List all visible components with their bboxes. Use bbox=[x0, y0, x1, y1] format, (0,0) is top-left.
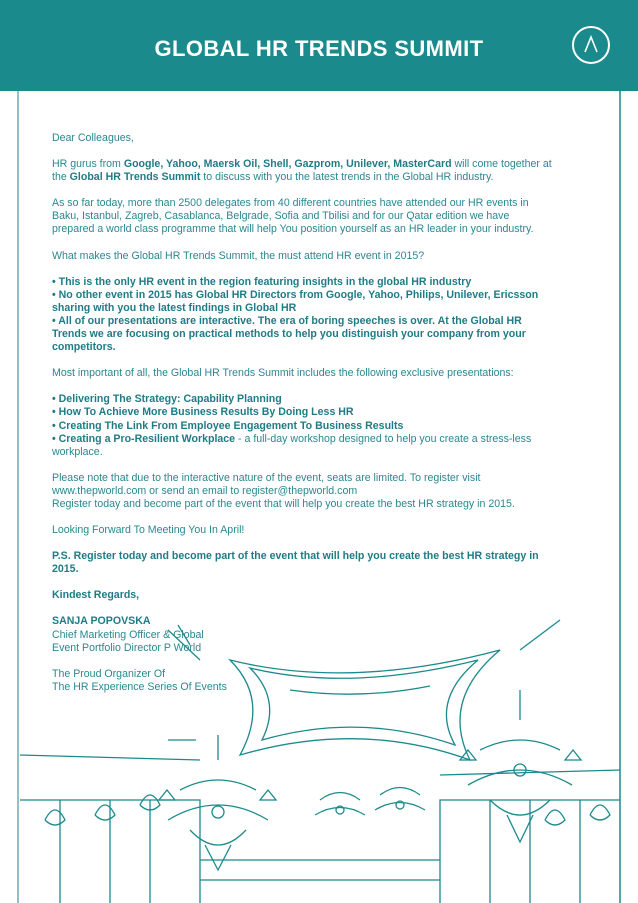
reasons-list bbox=[52, 276, 552, 355]
signer-title-2: Event Portfolio Director P World bbox=[52, 641, 202, 654]
reason-item: • All of our presentations are interactive. The era of boring speeches is over. At the Global HR Trends we are focusing on practical methods to help you distinguish your company from your competitors. bbox=[52, 314, 526, 354]
organizer-line-2: The HR Experience Series Of Events bbox=[52, 680, 227, 693]
signer-title-1: Chief Marketing Officer & Global bbox=[52, 628, 204, 641]
page-title: GLOBAL HR TRENDS SUMMIT bbox=[154, 36, 484, 61]
register-line: Please note that due to the interactive nature of the event, seats are limited. To register visit www.thepworld.com or send an email to register@thepworld.com bbox=[52, 471, 481, 497]
header-banner bbox=[0, 0, 638, 91]
history-paragraph: As so far today, more than 2500 delegates from 40 different countries have attended our HR events in Baku, Istanbul, Zagreb, Casablanca, Belgrade, Sofia and Tbilisi and for our Qatar edition we have prepared a world class programme that will help You position yourself as an HR leader in your industry. bbox=[52, 197, 534, 236]
presentations-intro: Most important of all, the Global HR Trends Summit includes the following exclusive presentations: bbox=[52, 367, 514, 380]
chevron-up-icon bbox=[574, 28, 608, 62]
regards bbox=[52, 589, 552, 602]
workshop-item bbox=[52, 433, 552, 459]
signer-name-text: SANJA POPOVSKA bbox=[52, 615, 151, 628]
intro-event: Global HR Trends Summit bbox=[69, 171, 201, 184]
postscript-text: P.S. Register today and become part of the event that will help you create the best HR strategy in 2015. bbox=[52, 550, 539, 576]
intro-companies: Google, Yahoo, Maersk Oil, Shell, Gazprom, Unilever, MasterCard bbox=[123, 158, 452, 171]
letter-body bbox=[52, 132, 552, 694]
presentations-list bbox=[52, 393, 552, 458]
register-line: Register today and become part of the event that will help you create the best HR strategy in 2015. bbox=[52, 497, 515, 510]
intro-paragraph bbox=[52, 158, 552, 184]
postscript bbox=[52, 550, 552, 576]
presentation-item: • Delivering The Strategy: Capability Planning bbox=[52, 393, 282, 406]
intro-mid: will come together at the bbox=[52, 158, 552, 184]
signer-name bbox=[52, 615, 552, 628]
presentation-item: • How To Achieve More Business Results By Doing Less HR bbox=[52, 406, 354, 419]
closing-line: Looking Forward To Meeting You In April! bbox=[52, 524, 245, 537]
workshop-title: • Creating a Pro-Resilient Workplace bbox=[52, 432, 236, 445]
signature-block bbox=[52, 615, 552, 693]
question-paragraph: What makes the Global HR Trends Summit, the must attend HR event in 2015? bbox=[52, 249, 425, 262]
workshop-desc: - a full-day workshop designed to help you create a stress-less workplace. bbox=[52, 432, 532, 458]
reason-item: • No other event in 2015 has Global HR Directors from Google, Yahoo, Philips, Unilever, Ericsson sharing with you the latest findings in Global HR bbox=[52, 288, 539, 314]
logo-badge bbox=[572, 26, 610, 64]
presentation-item: • Creating The Link From Employee Engagement To Business Results bbox=[52, 419, 404, 432]
reason-item: • This is the only HR event in the region featuring insights in the global HR industry bbox=[52, 275, 472, 288]
regards-text: Kindest Regards, bbox=[52, 589, 140, 602]
intro-post: to discuss with you the latest trends in the Global HR industry. bbox=[200, 171, 494, 184]
register-paragraph bbox=[52, 472, 552, 511]
organizer-line-1: The Proud Organizer Of bbox=[52, 667, 166, 680]
greeting: Dear Colleagues, bbox=[52, 132, 134, 144]
intro-pre: HR gurus from bbox=[52, 158, 124, 171]
